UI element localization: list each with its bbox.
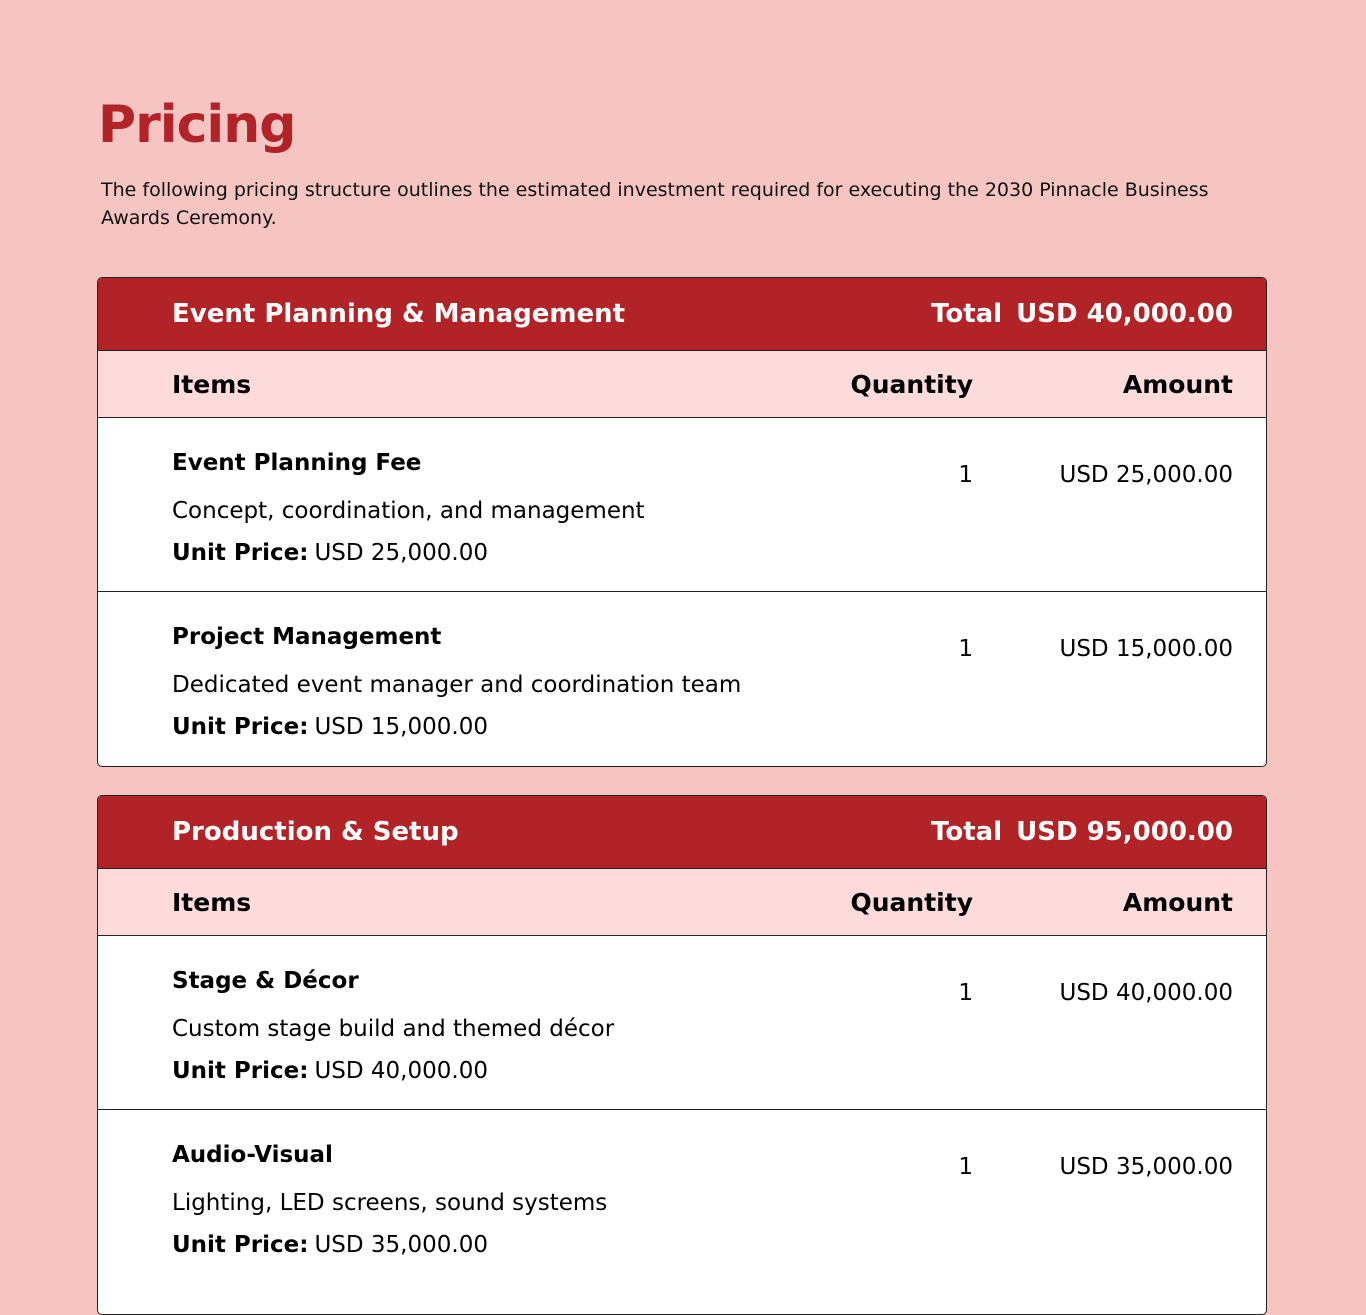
section-title: Production & Setup <box>172 817 459 847</box>
item-details <box>172 936 813 1109</box>
unit-price-label: Unit Price: <box>172 1232 309 1258</box>
section-total <box>931 299 1233 329</box>
item-description: Concept, coordination, and management <box>172 498 645 524</box>
unit-price-value: USD 40,000.00 <box>314 1058 488 1084</box>
column-headers <box>98 351 1266 418</box>
section-header <box>98 278 1266 351</box>
column-header-amount: Amount <box>1122 887 1233 917</box>
section-total <box>931 817 1233 847</box>
column-header-items: Items <box>172 887 252 917</box>
total-value: USD 40,000.00 <box>1016 299 1233 329</box>
item-name: Audio-Visual <box>172 1142 333 1168</box>
item-details <box>172 1110 813 1284</box>
item-details <box>172 418 813 591</box>
item-unit-price <box>172 712 813 742</box>
total-label: Total <box>931 817 1003 847</box>
pricing-section-event-planning <box>97 277 1267 767</box>
line-item-row <box>98 936 1266 1110</box>
line-item-row <box>98 592 1266 766</box>
item-quantity: 1 <box>958 462 973 488</box>
item-unit-price <box>172 1056 813 1086</box>
pricing-section-production-setup <box>97 795 1267 1315</box>
item-unit-price <box>172 1230 813 1260</box>
item-amount: USD 25,000.00 <box>1059 462 1233 488</box>
total-label: Total <box>931 299 1003 329</box>
line-item-row <box>98 1110 1266 1284</box>
item-description: Dedicated event manager and coordination team <box>172 672 742 698</box>
item-quantity: 1 <box>958 1154 973 1180</box>
section-header <box>98 796 1266 869</box>
item-name: Project Management <box>172 624 442 650</box>
item-amount: USD 15,000.00 <box>1059 636 1233 662</box>
item-amount: USD 35,000.00 <box>1059 1154 1233 1180</box>
total-value: USD 95,000.00 <box>1016 817 1233 847</box>
column-header-quantity: Quantity <box>850 369 973 399</box>
item-details <box>172 592 813 766</box>
unit-price-value: USD 15,000.00 <box>314 714 488 740</box>
page-title: Pricing <box>98 95 296 155</box>
intro-text: The following pricing structure outlines the estimated investment required for executing the 2030 Pinnacle Business Awards Ceremony. <box>101 179 1209 229</box>
item-amount: USD 40,000.00 <box>1059 980 1233 1006</box>
line-item-row <box>98 418 1266 592</box>
unit-price-value: USD 25,000.00 <box>314 540 488 566</box>
unit-price-value: USD 35,000.00 <box>314 1232 488 1258</box>
item-name: Event Planning Fee <box>172 450 422 476</box>
item-description: Custom stage build and themed décor <box>172 1016 615 1042</box>
column-header-quantity: Quantity <box>850 887 973 917</box>
item-quantity: 1 <box>958 636 973 662</box>
column-headers <box>98 869 1266 936</box>
column-header-items: Items <box>172 369 252 399</box>
item-quantity: 1 <box>958 980 973 1006</box>
unit-price-label: Unit Price: <box>172 1058 309 1084</box>
section-title: Event Planning & Management <box>172 299 626 329</box>
column-header-amount: Amount <box>1122 369 1233 399</box>
item-name: Stage & Décor <box>172 968 359 994</box>
item-description: Lighting, LED screens, sound systems <box>172 1190 608 1216</box>
item-unit-price <box>172 538 813 568</box>
unit-price-label: Unit Price: <box>172 540 309 566</box>
unit-price-label: Unit Price: <box>172 714 309 740</box>
